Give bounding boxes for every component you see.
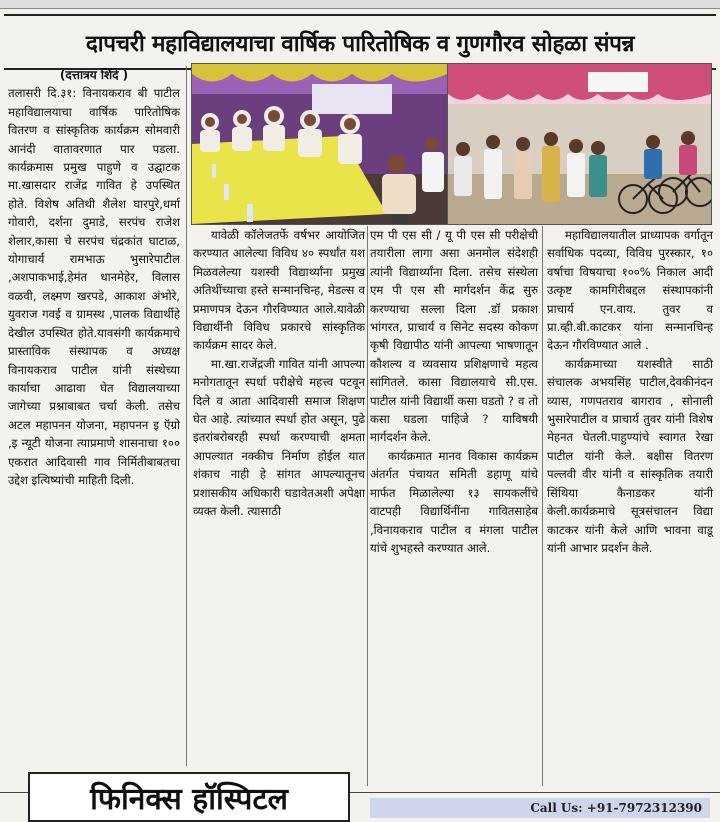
article-column-3 [370,226,538,557]
column-2-para-1: यावेळी कॉलेजतर्फे वर्षभर आयोजित करण्यात आलेल्या विविध ४० स्पर्धांत यश मिळवलेल्या यशस्वी विद्यार्थ्यांना प्रमुख अतिथींच्याचा हस्ते सन्मानचिन्ह, मेडल्स व प्रमाणपत्र देऊन गौरविण्यात आले.यावेळी विद्यार्थीनी विविध प्रकारचे सांस्कृतिक कार्यक्रम सादर केले. [193,228,365,353]
ceremony-photo-stage [191,63,448,225]
ceremony-photo-bicycles [447,63,712,225]
column-3-para-1: एम पी एस सी / यू पी एस सी परीक्षेची तयारीला लागा असा अनमोल संदेशही त्यांनी विद्यार्थ्यांना दिला. तसेच संस्थेला एम पी एस सी मार्गदर्शन केंद्र सुरु करण्याचा सल्ला दिला .डॉ प्रकाश भांगरत, प्राचार्य व सिनेट सदस्य कोकण कृषी विद्यापीठ यांनी आपल्या भाषणातून कौशल्य व व्यवसाय प्रशिक्षणाचे महत्व सांगितले. कासा विद्यालयाचे सी.एस. पाटील यांनी विद्यार्थी कसा घडतो ? व तो कसा घडला पाहिजे ? याविषयी मार्गदर्शन केले. [370,228,538,445]
column-divider [186,66,187,766]
headline [4,14,716,70]
column-4-para-2: कार्यक्रमाच्या यशस्वीते साठी संचालक अभयसिंह पाटील,देवकीनंदन व्यास, गणपतराव बागराव , सोनाली भुसारेपाटील व प्राचार्य तुवर यांनी विशेष मेहनत घेतली.पाहुण्यांचे स्वागत रेखा पाटील यांनी केले. बक्षीस वितरण पल्लवी वीर यांनी व सांस्कृतिक तयारी सिंथिया कैनाडकर यांनी केली.कार्यक्रमाचे सूत्रसंचालन विद्या काटकर यांनी केले आणि भावना वाडू यांनी आभार प्रदर्शन केले. [547,356,713,555]
ad-title: फिनिक्स हॉस्पिटल [90,781,288,817]
bicycles-photo-graphic [448,64,711,224]
call-us-band [370,798,710,818]
column-4-para-1: महाविद्यालयातील प्राध्यापक वर्गातून सर्वाधिक पदव्या, विविध पुरस्कार, १० वर्षाचा विषयाचा १००% निकाल आदी उत्कृष्ट कामगिरीबद्दल संस्थापकांनी प्राचार्य एन.वाय. तुवर व प्रा.व्ही.बी.काटकर यांना सन्मानचिन्ह देऊन गौरविण्यात आले . [547,228,713,353]
article-column-1 [8,66,180,489]
previous-page-strip [0,0,720,9]
column-3-para-2: कार्यक्रमात मानव विकास कार्यक्रम अंतर्गत पंचायत समिती डहाणू यांचे मार्फत मिळालेल्या १३ सायकलींचे वाटपही विद्यार्थिनींना गावितसाहेब ,विनायकराव पाटील व मंगला पाटील यांचे शुभहस्ते करण्यात आले. [370,448,538,555]
column-divider [367,226,368,786]
stage-photo-graphic [192,64,447,224]
article-column-2 [193,226,365,521]
column-2-para-2: मा.खा.राजेंद्रजी गावित यांनी आपल्या मनोगतातून स्पर्धा परीक्षेचे महत्त्व पटवून दिले व आता आदिवासी समाज शिक्षण घेत आहे. त्यांच्यात स्पर्धा होत असून, पुढे इतरांबरोबरही स्पर्धा करण्याची क्षमता आपल्यात नक्कीच निर्माण होईल यात शंकाच नाही हे सांगत आपल्यातूनच प्रशासकीय अधिकारी घडावेतअशी अपेक्षा व्यक्त केली. त्यासाठी [193,356,365,519]
article-column-4 [547,226,713,557]
call-us-text: Call Us: +91-7972312390 [530,801,702,815]
byline: (दत्तात्रय शिंदे ) [59,68,129,82]
column-divider [542,226,543,786]
column-1-text: तलासरी दि.३१: विनायकराव बी पाटील महाविद्यालयाचा वार्षिक पारितोषिक वितरण व सांस्कृतिक कार्यक्रम सोमवारी आनंदी वातावरणात पार पडला. कार्यक्रमास प्रमुख पाहुणे व उद्घाटक मा.खासदार राजेंद्र गावित हे उपस्थित होते. विशेष अतिथी शैलेश घारपुरे,धर्मा गोवारी, दर्शना दुमाडे, सरपंच राजेश शेलार,कासा चे सरपंच चंद्रकांत घाटाळ, योगाचार्य रामभाऊ भुसारेपाटील ,अशपाकभाई,हेमंत धानमेहेर, विलास वळवी, लक्ष्मण खरपडे, आकाश अंभोरे, युवराज गवई व ग्रामस्थ ,पालक विद्यार्थीहे देखील उपस्थित होते.यावसंगी कार्यक्रमाचे प्रास्ताविक संस्थापक व अध्यक्ष विनायकराव पाटील यांनी संस्थेच्या कार्याचा आढावा घेत विद्यालयाच्या जागेच्या प्रश्नाबाबत चर्चा केली. तसेच अटल महापनन योजना, महापनन इ ऍग्रो ,इ न्यूटी योजना त्याप्रमाणे शासनाचा १०० एकरात आदिवासी गाव निर्मितीबाबतचा उद्देश इत्यिष्यांची माहिती दिली. [8,86,180,487]
headline-text: दापचरी महाविद्यालयाचा वार्षिक पारितोषिक व गुणगौरव सोहळा संपन्न [85,30,635,57]
hospital-advertisement [28,772,350,822]
